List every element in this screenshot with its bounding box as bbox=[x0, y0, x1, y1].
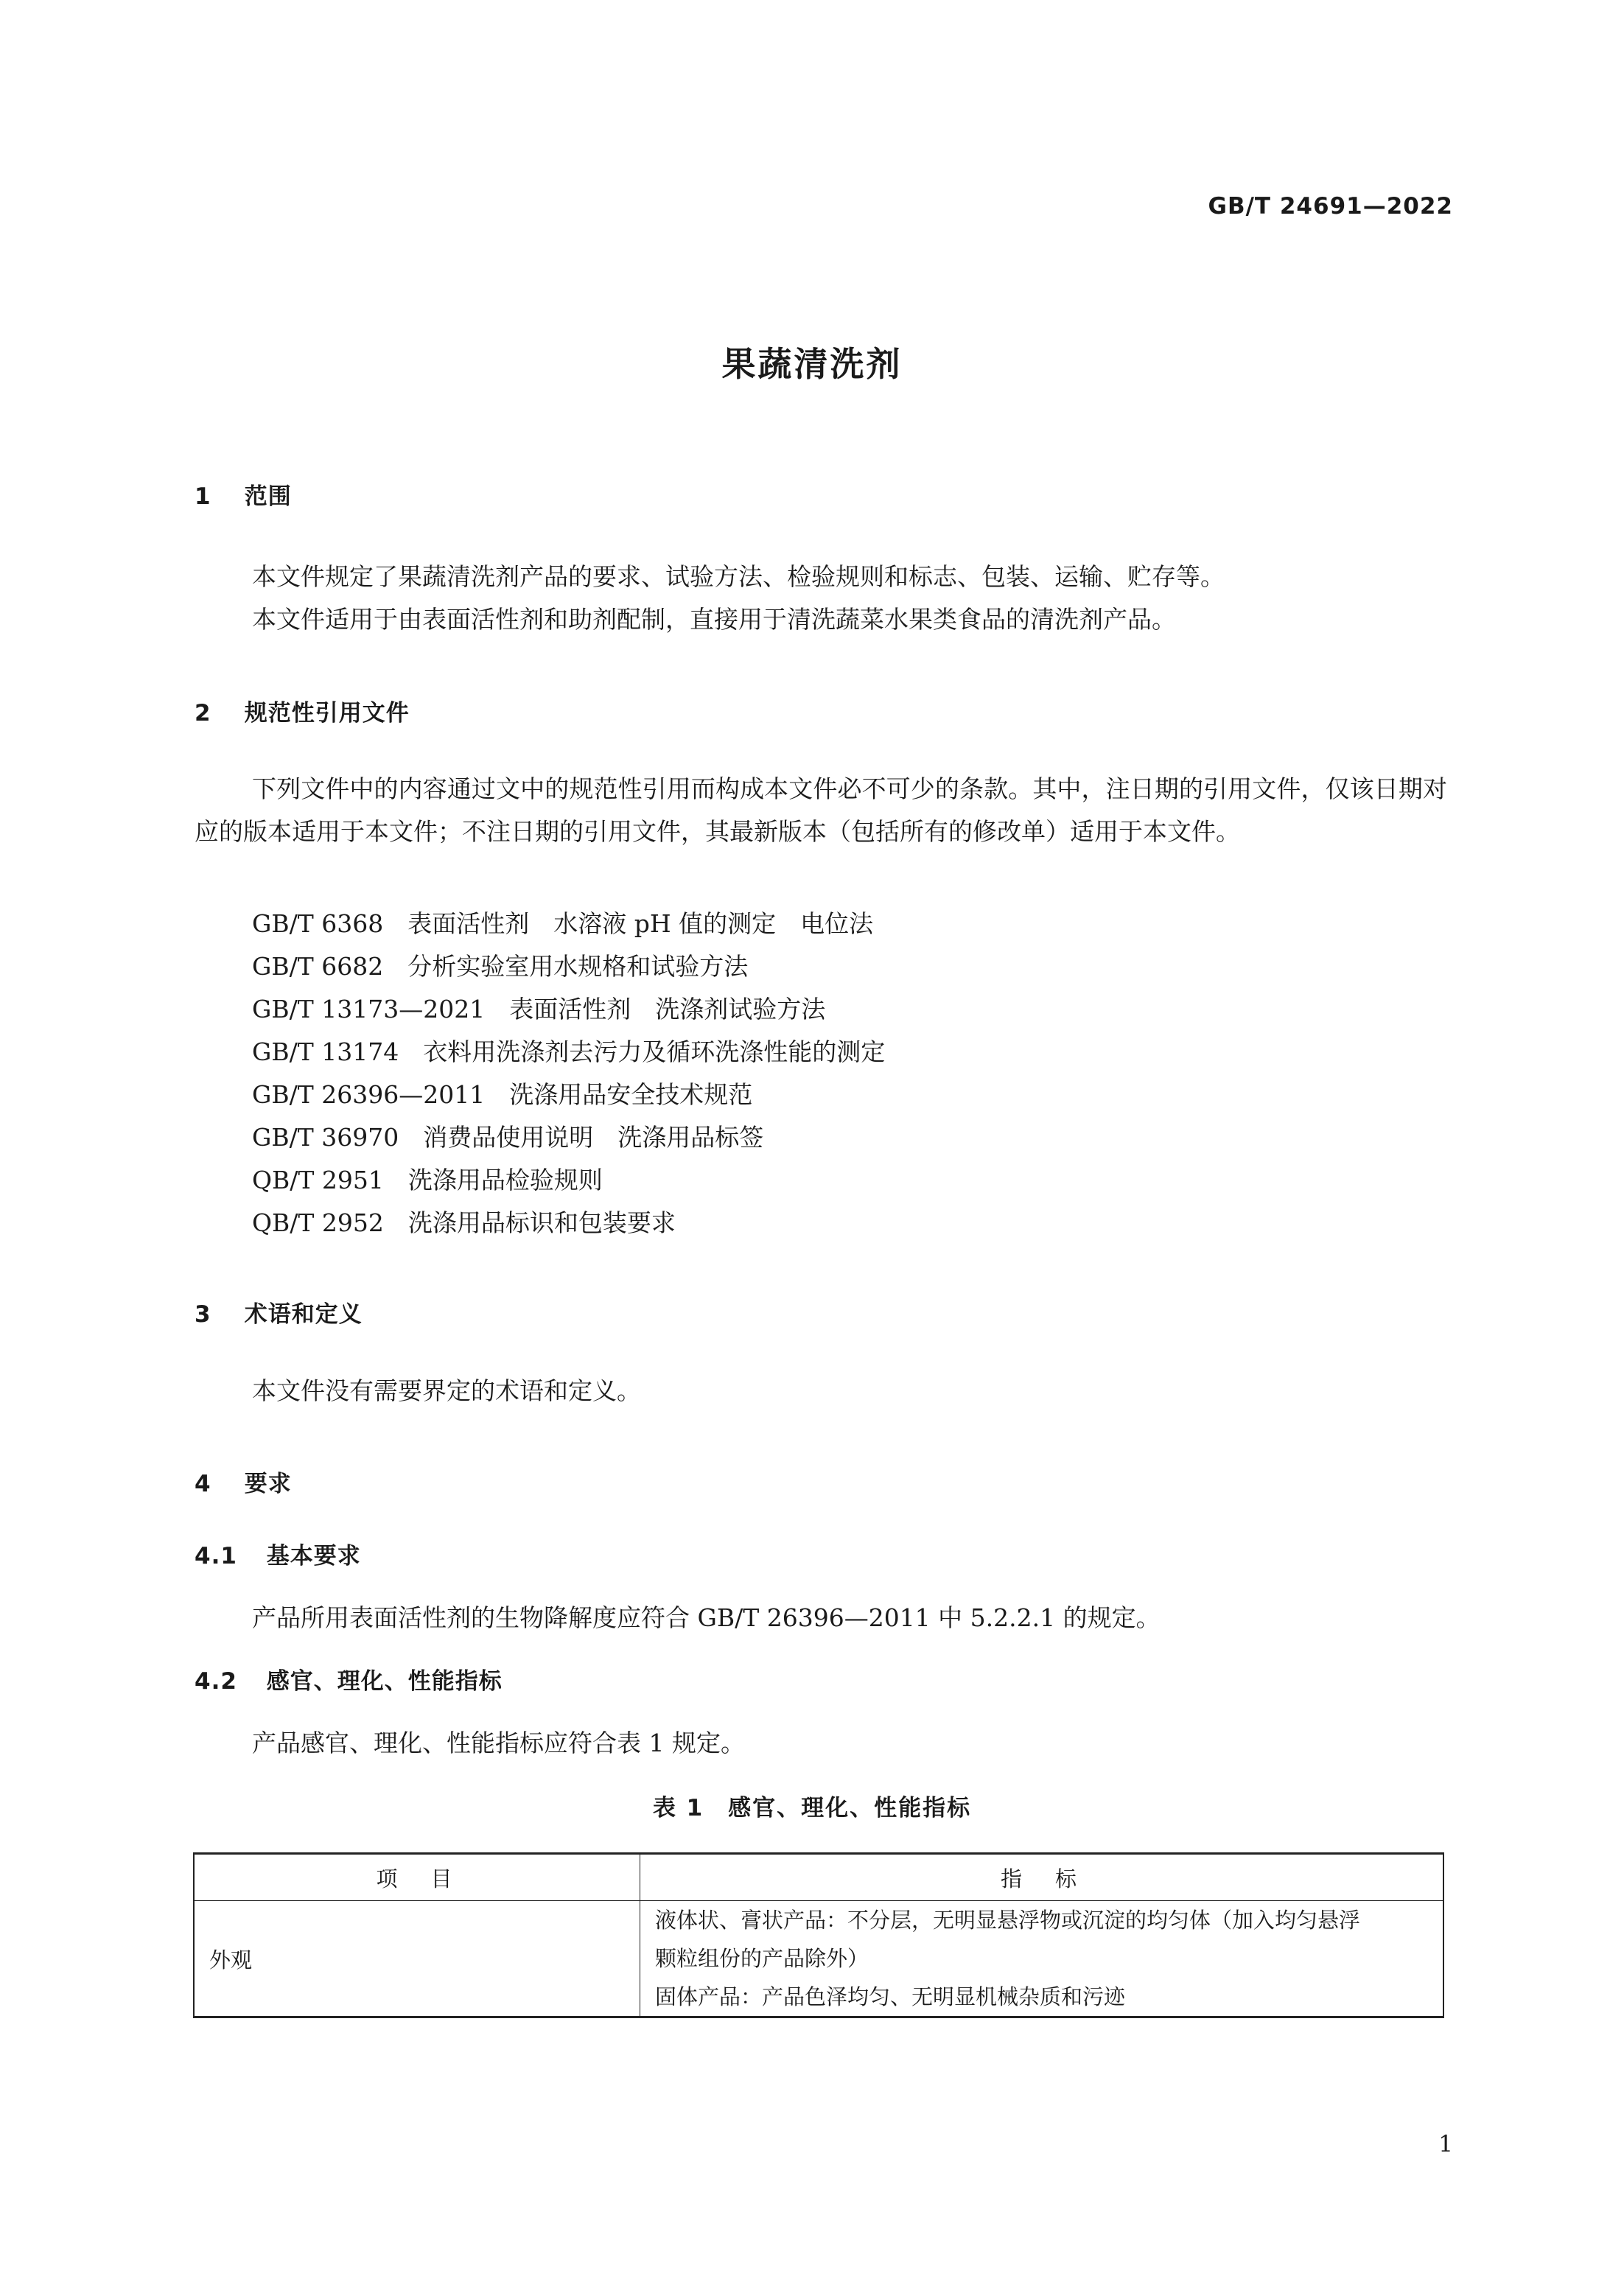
section-4-2-number: 4.2 bbox=[195, 1668, 237, 1695]
section-4-2-heading bbox=[195, 1662, 503, 1695]
document-title: 果蔬清洗剂 bbox=[721, 344, 903, 384]
terms-paragraph: 本文件没有需要界定的术语和定义。 bbox=[252, 1376, 641, 1405]
table-row bbox=[194, 1901, 1443, 2017]
table-header-indicator: 指 标 bbox=[640, 1854, 1444, 1901]
section-3-heading bbox=[195, 1295, 363, 1328]
section-2-title: 规范性引用文件 bbox=[244, 700, 410, 727]
section-2-heading bbox=[195, 694, 410, 727]
section-4-1-heading bbox=[195, 1537, 361, 1570]
section-1-number: 1 bbox=[195, 483, 211, 510]
reference-gbt-36970: GB/T 36970 消费品使用说明 洗涤用品标签 bbox=[252, 1123, 764, 1152]
reference-gbt-13173: GB/T 13173—2021 表面活性剂 洗涤剂试验方法 bbox=[252, 995, 826, 1023]
section-2-number: 2 bbox=[195, 700, 211, 727]
section-4-heading bbox=[195, 1465, 292, 1498]
standard-number: GB/T 24691—2022 bbox=[1208, 193, 1453, 220]
page-number: 1 bbox=[1438, 2131, 1453, 2157]
indicator-line: 颗粒组份的产品除外） bbox=[655, 1946, 869, 1971]
references-intro-paragraph: 下列文件中的内容通过文中的规范性引用而构成本文件必不可少的条款。其中，注日期的引用文件，仅该日期对应的版本适用于本文件；不注日期的引用文件，其最新版本（包括所有的修改单）适用于本文件。 bbox=[195, 774, 1447, 846]
reference-gbt-6368: GB/T 6368 表面活性剂 水溶液 pH 值的测定 电位法 bbox=[252, 909, 874, 938]
section-1-title: 范围 bbox=[244, 483, 292, 510]
reference-gbt-26396: GB/T 26396—2011 洗涤用品安全技术规范 bbox=[252, 1080, 753, 1109]
table-header-item: 项 目 bbox=[194, 1854, 640, 1901]
section-3-title: 术语和定义 bbox=[244, 1301, 363, 1328]
indicator-line: 液体状、膏状产品：不分层，无明显悬浮物或沉淀的均匀体（加入均匀悬浮 bbox=[655, 1908, 1361, 1933]
indicators-table bbox=[193, 1852, 1444, 2018]
table-cell-indicator bbox=[640, 1901, 1444, 2017]
section-4-title: 要求 bbox=[244, 1471, 292, 1497]
section-4-number: 4 bbox=[195, 1471, 211, 1497]
scope-paragraph-2: 本文件适用于由表面活性剂和助剂配制，直接用于清洗蔬菜水果类食品的清洗剂产品。 bbox=[252, 605, 1176, 634]
table-cell-item: 外观 bbox=[194, 1901, 640, 2017]
section-1-heading bbox=[195, 477, 292, 511]
section-4-1-number: 4.1 bbox=[195, 1543, 237, 1569]
reference-qbt-2952: QB/T 2952 洗涤用品标识和包装要求 bbox=[252, 1208, 676, 1237]
section-3-number: 3 bbox=[195, 1301, 211, 1328]
basic-requirements-paragraph: 产品所用表面活性剂的生物降解度应符合 GB/T 26396—2011 中 5.2.2.1 的规定。 bbox=[252, 1603, 1161, 1632]
table-header-row bbox=[194, 1854, 1443, 1901]
section-4-1-title: 基本要求 bbox=[266, 1543, 361, 1569]
table-1-caption: 表 1 感官、理化、性能指标 bbox=[652, 1795, 972, 1821]
reference-gbt-6682: GB/T 6682 分析实验室用水规格和试验方法 bbox=[252, 952, 749, 981]
indicator-line: 固体产品：产品色泽均匀、无明显机械杂质和污迹 bbox=[655, 1984, 1126, 2009]
section-4-2-title: 感官、理化、性能指标 bbox=[266, 1668, 503, 1695]
indicators-paragraph: 产品感官、理化、性能指标应符合表 1 规定。 bbox=[252, 1729, 745, 1757]
reference-gbt-13174: GB/T 13174 衣料用洗涤剂去污力及循环洗涤性能的测定 bbox=[252, 1037, 886, 1066]
scope-paragraph-1: 本文件规定了果蔬清洗剂产品的要求、试验方法、检验规则和标志、包装、运输、贮存等。 bbox=[252, 562, 1225, 591]
reference-qbt-2951: QB/T 2951 洗涤用品检验规则 bbox=[252, 1166, 603, 1194]
